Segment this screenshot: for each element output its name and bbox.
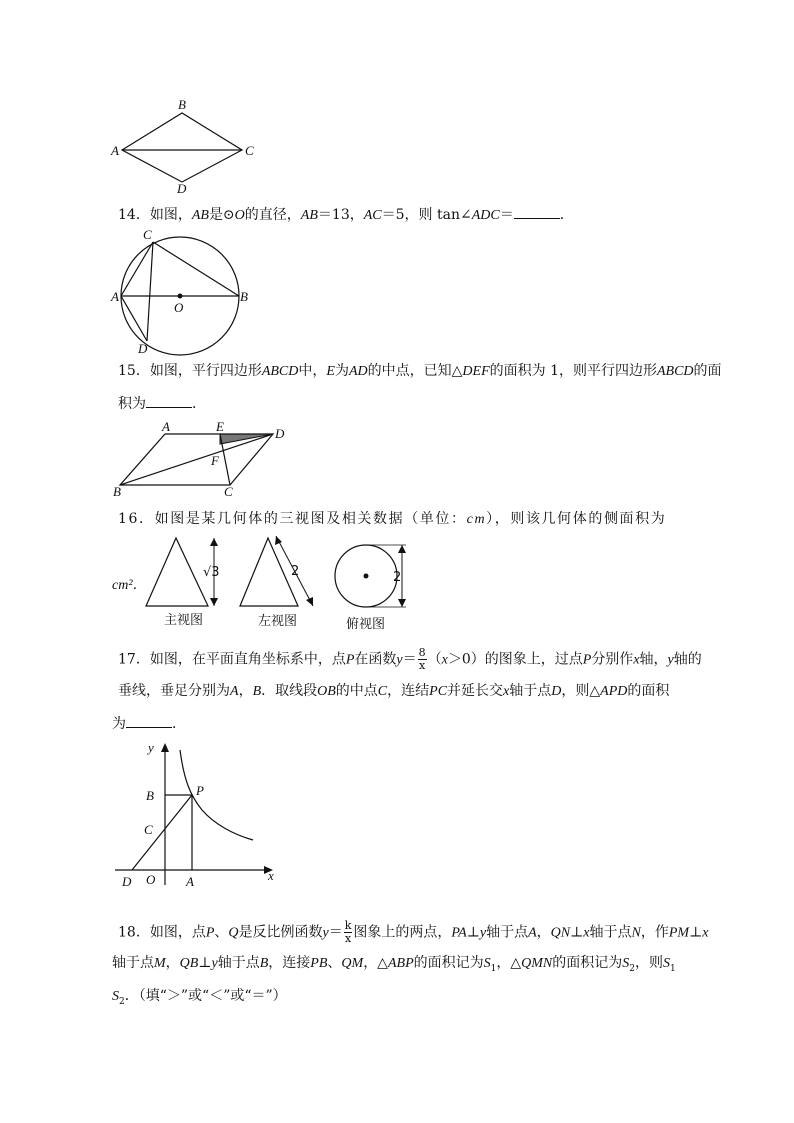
left-view-triangle (240, 538, 298, 606)
question-14 (118, 206, 574, 225)
denominator: x (419, 659, 426, 672)
text: 的面 (693, 363, 722, 379)
label-f: F (211, 453, 219, 468)
text: ，连结 (387, 683, 430, 699)
question-15-line-1 (118, 362, 722, 381)
text: 轴于点 (112, 955, 154, 971)
label-d: D (138, 341, 148, 356)
left-dim: 2 (291, 564, 300, 579)
label-a: A (111, 289, 119, 304)
answer-blank[interactable] (146, 395, 192, 408)
text: ），则该几何体的侧面积为 (486, 511, 667, 527)
text: ，则 (635, 955, 663, 971)
text: 为 (334, 363, 349, 379)
text: 轴于点 (589, 924, 632, 941)
var: OB (317, 684, 336, 699)
text: 、 (327, 955, 342, 971)
arrow-down (210, 598, 218, 606)
segment-pd (132, 795, 192, 870)
var: APD (600, 684, 628, 699)
text: ， (238, 683, 253, 699)
text: 是反比例函数 (238, 924, 323, 941)
var: QMN (521, 956, 553, 971)
answer-blank[interactable] (514, 206, 560, 219)
text: 如图，平行四边形 (149, 363, 262, 379)
arrow-up (398, 545, 406, 553)
text: ＝13， (317, 207, 364, 223)
front-view-triangle (146, 538, 208, 606)
var: DEF (462, 364, 490, 379)
var: PB (310, 956, 328, 971)
unit: cm (466, 512, 487, 527)
label-d: D (177, 181, 187, 195)
question-16-line-2 (112, 576, 147, 595)
text: （ (427, 651, 442, 668)
var: P (205, 925, 215, 941)
text: 的面积 (627, 683, 670, 699)
label-c: C (245, 143, 254, 158)
text: 图象上的两点， (353, 924, 452, 941)
text: ．（填“＞”或“＜”或“＝”） (124, 988, 287, 1004)
question-18-line-2 (112, 954, 676, 978)
label-o: O (174, 300, 184, 315)
label-p: P (196, 783, 204, 798)
y-axis-arrow (161, 743, 169, 752)
text: 如图是某几何体的三视图及相关数据（单位： (154, 511, 467, 527)
text: ，则△ (561, 683, 601, 699)
left-view-label: 左视图 (258, 614, 298, 629)
top-view-center (364, 574, 369, 579)
label-a: A (186, 874, 194, 889)
text: 轴， (639, 651, 668, 668)
text: ， (165, 955, 180, 971)
var: x (583, 925, 590, 941)
var: Q (228, 925, 239, 941)
text: 如图，在平面直角坐标系中，点 (149, 651, 346, 668)
text: 、 (214, 924, 229, 941)
label-d: D (122, 874, 132, 889)
front-dim: √3 (203, 565, 220, 580)
text: ， (536, 924, 551, 941)
denominator: x (344, 932, 352, 945)
text: 的面积为 1，则平行四边形 (489, 363, 657, 379)
var: A (230, 684, 239, 699)
arrow-down (398, 599, 406, 607)
text: 的面积记为 (552, 955, 623, 971)
var: B (252, 684, 262, 699)
question-17-line-2 (118, 682, 669, 701)
label-b: B (240, 289, 248, 304)
label-o: O (146, 872, 156, 887)
text: ，△ (496, 955, 522, 971)
label-c: C (143, 228, 152, 242)
subscript: 1 (670, 963, 676, 974)
text: 轴于点 (217, 955, 260, 971)
text: ． (192, 396, 206, 412)
question-17-line-3 (112, 715, 186, 733)
circle-figure (110, 228, 260, 356)
var: ABCD (656, 364, 694, 379)
text: 轴于点 (509, 683, 552, 699)
var: E (326, 364, 335, 379)
text: ＝ (499, 207, 514, 223)
question-number: 15． (118, 363, 150, 379)
var: D (551, 684, 562, 699)
var: S (112, 989, 119, 1004)
arrow-start (275, 536, 282, 545)
question-16-line-1 (118, 510, 666, 529)
var: P (582, 652, 592, 668)
text: ⊥ (689, 924, 703, 941)
coordinate-figure (110, 740, 285, 890)
label-b: B (178, 97, 186, 112)
top-view-label: 俯视图 (346, 617, 386, 632)
chord-cd (147, 242, 153, 341)
text: 的中点 (335, 683, 378, 699)
text: ＝ (402, 651, 417, 668)
three-views-figure (140, 532, 420, 632)
var: AC (363, 208, 382, 223)
var: x (702, 925, 709, 941)
var: S (663, 956, 670, 971)
text: 是⊙ (208, 207, 235, 223)
text: ⊥ (198, 955, 212, 971)
var: y (322, 925, 329, 941)
question-17-line-1 (118, 647, 702, 672)
var: PM (668, 925, 690, 941)
label-a: A (162, 419, 170, 434)
question-number: 16． (118, 511, 155, 527)
var: ABP (387, 956, 414, 971)
var: AB (300, 208, 318, 223)
label-b: B (113, 484, 121, 499)
chord-ac (121, 242, 153, 296)
var: AD (348, 364, 368, 379)
text: 中， (298, 363, 327, 379)
text: 如图， (149, 207, 192, 223)
var: M (154, 956, 166, 971)
text: ＝ (328, 924, 343, 941)
arrow-up (210, 538, 218, 546)
text: 轴于点 (486, 924, 529, 941)
text: ＞0）的图象上，过点 (447, 651, 583, 668)
var: ADC (471, 208, 500, 223)
center-dot (178, 294, 183, 299)
text: ，连接 (268, 955, 311, 971)
question-18-line-1 (118, 920, 708, 945)
text: ． (172, 716, 186, 732)
var: ABCD (261, 364, 299, 379)
var: P (345, 652, 355, 668)
label-b: B (146, 788, 154, 803)
label-e: E (216, 419, 224, 434)
text: 的面积记为 (413, 955, 484, 971)
numerator: k (344, 919, 352, 932)
text: 如图，点 (149, 924, 206, 941)
text: 垂线，垂足分别为 (118, 683, 230, 699)
answer-blank[interactable] (126, 715, 172, 728)
top-dim: 2 (393, 570, 402, 585)
question-number: 14． (118, 207, 150, 223)
label-y: y (148, 740, 154, 755)
text: 并延长交 (447, 683, 504, 699)
question-18-line-3 (112, 987, 287, 1011)
rhombus-shape (122, 113, 242, 182)
text: ． (559, 207, 574, 223)
text: 轴的 (673, 651, 702, 668)
var: QN (550, 925, 571, 941)
var: A (528, 925, 537, 941)
text: ⊥ (570, 924, 584, 941)
text: 为 (112, 716, 126, 732)
text: ＝5，则 tan∠ (381, 207, 472, 223)
var: x (633, 652, 640, 668)
question-number: 18． (118, 924, 150, 941)
var: y (211, 956, 218, 971)
text: ．取线段 (261, 683, 318, 699)
var: x (441, 652, 448, 668)
text: ，△ (363, 955, 388, 971)
question-number: 17． (118, 651, 150, 668)
text: ⊥ (466, 924, 480, 941)
subscript: 2 (629, 963, 635, 974)
text: 的中点，已知△ (367, 363, 463, 379)
var: B (259, 956, 269, 971)
fraction (418, 647, 427, 672)
fraction (344, 920, 353, 945)
text: 分别作 (591, 651, 634, 668)
var: PA (451, 925, 467, 941)
var: AB (191, 208, 209, 223)
parallelogram-figure (110, 418, 300, 500)
label-x: x (268, 868, 274, 883)
text: cm²． (112, 578, 147, 593)
var: QB (179, 956, 199, 971)
subscript: 2 (119, 996, 125, 1007)
numerator: 8 (418, 646, 426, 659)
var: y (396, 652, 403, 668)
var: N (631, 925, 641, 941)
chord-cb (153, 242, 239, 296)
var: PC (429, 684, 448, 699)
subscript: 1 (490, 963, 497, 974)
rhombus-figure (110, 95, 260, 195)
var: C (377, 684, 388, 699)
var: y (479, 925, 487, 941)
var: S (483, 956, 491, 971)
text: 积为 (118, 396, 146, 412)
front-view-label: 主视图 (164, 613, 204, 628)
label-c: C (224, 484, 233, 499)
label-c: C (144, 822, 153, 837)
text: 在函数 (354, 651, 397, 668)
var: y (667, 652, 674, 668)
var: O (234, 208, 245, 223)
text: ，作 (640, 924, 669, 941)
var: x (503, 684, 510, 699)
label-d: D (275, 426, 285, 441)
label-a: A (111, 143, 119, 158)
text: 的直径， (244, 207, 301, 223)
var: QM (341, 956, 364, 971)
var: S (622, 956, 630, 971)
question-15-line-2 (118, 395, 206, 413)
